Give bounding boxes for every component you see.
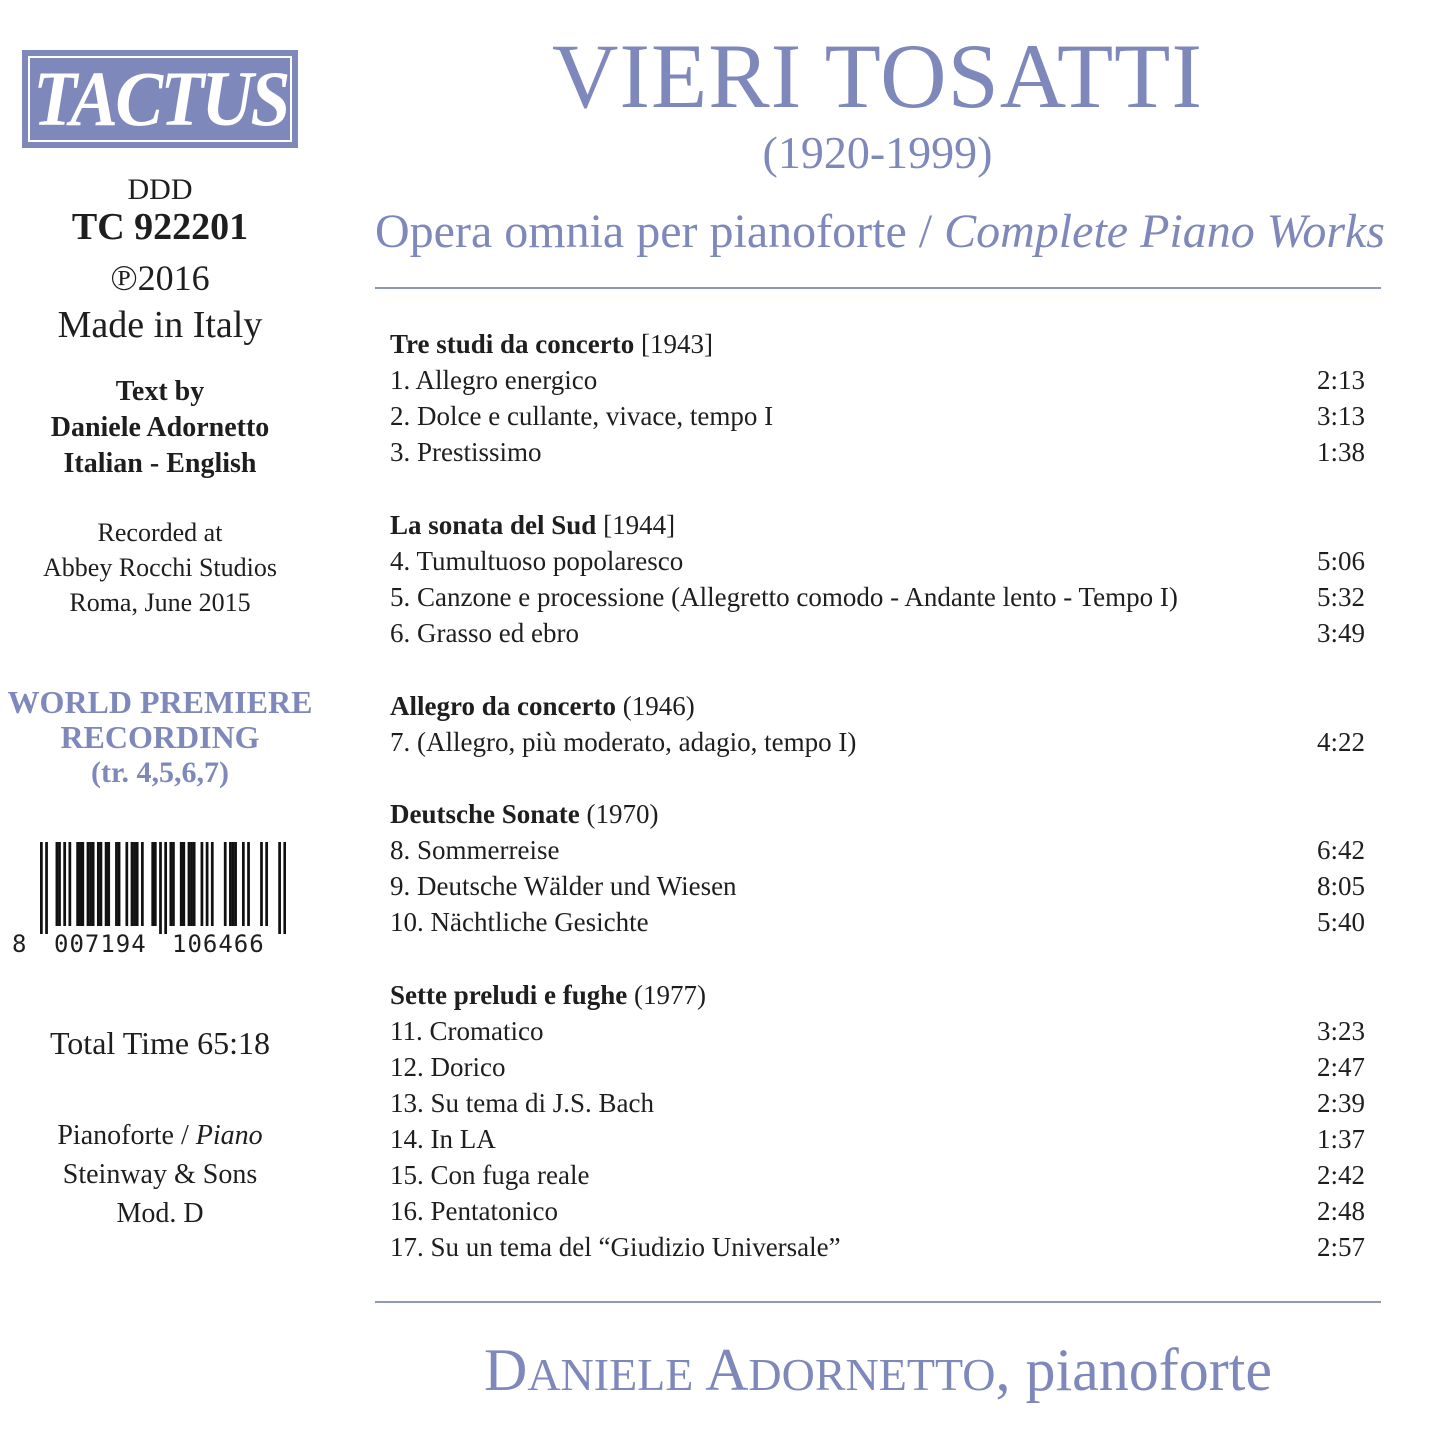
track-duration: 4:22 [1316,727,1365,757]
barcode-bar [283,842,286,934]
barcode-bar [92,842,95,926]
premiere-line-1: WORLD PREMIERE [7,684,313,720]
barcode-bar [242,842,245,926]
format-code: DDD [127,173,193,206]
bottom-divider [375,1301,1381,1303]
barcode-bar [40,842,43,934]
work-year: (1977) [627,980,706,1010]
barcode-bar [105,842,108,926]
performer-first-name [484,1337,693,1403]
barcode-bar [188,842,191,926]
initial: A [705,1337,749,1403]
album-subtitle [375,205,1385,258]
work-title: Allegro da concerto [390,691,616,721]
track-duration: 1:38 [1316,437,1365,467]
track-duration: 2:57 [1316,1232,1365,1262]
text-by-label: Text by [115,376,205,407]
barcode-bar [125,842,128,926]
track-duration: 5:40 [1316,907,1365,937]
text-by-name: Daniele Adornetto [50,412,270,443]
track-title: 3. Prestissimo [390,437,542,467]
barcode-bar [79,842,82,926]
track-title: 1. Allegro energico [390,365,598,395]
barcode-bar [193,842,196,926]
performer-first-rest: ANIELE [527,1349,694,1400]
barcode-bar [45,842,48,934]
barcode-bar [180,842,183,926]
total-time: Total Time 65:18 [49,1025,270,1061]
track-row [390,1085,1365,1121]
track-row [390,362,1365,398]
track-duration: 2:39 [1316,1088,1365,1118]
track-duration: 5:06 [1316,546,1365,576]
piano-model: Mod. D [116,1198,204,1229]
barcode-bar [89,842,92,926]
barcode-bar [56,842,59,926]
recorded-line-3: Roma, June 2015 [69,588,251,617]
track-duration: 6:42 [1316,835,1365,865]
track-row [390,543,1365,579]
track-row [390,868,1365,904]
work-heading [390,507,1365,543]
barcode-bar [133,842,136,926]
track-title: 6. Grasso ed ebro [390,618,579,648]
composer-name: VIERI TOSATTI [551,25,1204,127]
subtitle-separator: / [906,205,945,258]
languages: Italian - English [63,448,257,479]
track-row [390,1049,1365,1085]
barcode-bar [151,842,154,926]
track-row [390,1157,1365,1193]
work-title: Sette preludi e fughe [390,980,628,1010]
barcode-bar [141,842,144,926]
barcode-bar [278,842,281,934]
recorded-line-1: Recorded at [97,518,223,547]
barcode-bar [265,842,268,926]
track-duration: 1:37 [1316,1124,1365,1154]
track-duration: 3:23 [1316,1016,1365,1046]
work-title: La sonata del Sud [390,510,597,540]
track-title: 10. Nächtliche Gesichte [390,907,649,937]
copyright-year: 2016 [137,258,210,298]
barcode-bar [232,842,235,926]
barcode-bar [206,842,209,926]
track-row [390,615,1365,651]
premiere-line-2: RECORDING [60,719,260,755]
track-row [390,1193,1365,1229]
track-duration: 2:42 [1316,1160,1365,1190]
subtitle-english: Complete Piano Works [944,205,1385,258]
track-row [390,398,1365,434]
barcode-bar [97,842,100,926]
track-row [390,579,1365,615]
barcode-bar [76,842,79,926]
track-row [390,1121,1365,1157]
track-duration: 3:49 [1316,618,1365,648]
track-title: 12. Dorico [390,1052,506,1082]
track-duration: 8:05 [1316,871,1365,901]
track-title: 7. (Allegro, più moderato, adagio, tempo I) [390,727,857,757]
track-row [390,832,1365,868]
instrument-separator: / [173,1120,196,1151]
work-title: Deutsche Sonate [390,799,580,829]
barcode-bar [182,842,185,926]
barcode-digit-first: 8 [12,930,27,958]
track-row [390,1229,1365,1265]
barcode-bar [159,842,162,934]
barcode-bar [107,842,110,926]
barcode-bar [87,842,90,926]
track-title: 5. Canzone e processione (Allegretto comodo - Andante lento - Tempo I) [390,582,1178,612]
barcode-bar [172,842,175,926]
work-year: (1946) [615,691,695,721]
barcode-bar [247,842,250,926]
track-title: 11. Cromatico [390,1016,544,1046]
composer-dates: (1920-1999) [762,127,993,178]
track-title: 17. Su un tema del “Giudizio Universale” [390,1232,841,1262]
track-row [390,724,1365,760]
work-heading [390,326,1365,362]
track-title: 4. Tumultuoso popolaresco [390,546,684,576]
logo-text: TACTUS [32,55,288,142]
barcode-bar [136,842,139,926]
barcode-digits-left: 007194 [54,930,147,958]
instrument-it: Pianoforte [57,1120,174,1151]
work-title: Tre studi da concerto [390,329,635,359]
barcode-bar [118,842,121,926]
barcode-bar [234,842,237,926]
track-duration: 3:13 [1316,401,1365,431]
work-year: [1944] [596,510,676,540]
performer-role: , pianoforte [995,1337,1273,1403]
barcode-bar [131,842,134,926]
instrument-en: Piano [195,1120,263,1151]
track-title: 2. Dolce e cullante, vivace, tempo I [390,401,774,431]
work-year: (1970) [579,799,659,829]
instrument [0,1118,320,1154]
recorded-line-2: Abbey Rocchi Studios [43,553,277,582]
track-duration: 2:48 [1316,1196,1365,1226]
phonogram-icon: ℗ [110,258,138,298]
track-title: 8. Sommerreise [390,835,560,865]
barcode-bar [169,842,172,926]
barcode-bar [81,842,84,926]
catalog-number: TC 922201 [71,206,249,248]
performer-last-rest: DORNETTO [748,1349,996,1400]
performer-last-name [705,1337,995,1403]
initial: D [483,1337,528,1403]
barcode-bar [63,842,66,926]
barcode-digits-right: 106466 [172,930,265,958]
made-in: Made in Italy [57,304,263,346]
barcode-bar [201,842,204,926]
subtitle-italian: Opera omnia per pianoforte [375,205,907,258]
piano-maker: Steinway & Sons [62,1159,258,1190]
barcode-bar [211,842,214,926]
work-heading [390,977,1365,1013]
performer-credit [375,1337,1381,1403]
track-row [390,434,1365,470]
track-title: 16. Pentatonico [390,1196,558,1226]
work-year: [1943] [634,329,713,359]
barcode-bar [190,842,193,926]
barcode-bar [58,842,61,926]
track-duration: 2:47 [1316,1052,1365,1082]
track-duration: 2:13 [1316,365,1365,395]
barcode [40,842,286,934]
track-title: 13. Su tema di J.S. Bach [390,1088,654,1118]
work-heading [390,796,1365,832]
barcode-bar [229,842,232,926]
top-divider [375,287,1381,289]
barcode-bar [260,842,263,926]
barcode-bar [100,842,103,926]
barcode-bar [68,842,71,926]
barcode-bar [224,842,227,926]
work-heading [390,688,1365,724]
track-duration: 5:32 [1316,582,1365,612]
barcode-bar [115,842,118,926]
barcode-bar [154,842,157,926]
track-title: 9. Deutsche Wälder und Wiesen [390,871,737,901]
tactus-logo [22,50,298,148]
copyright-line [0,258,320,298]
premiere-tracks: (tr. 4,5,6,7) [90,756,230,789]
barcode-bar [164,842,167,934]
track-title: 14. In LA [390,1124,496,1154]
track-row [390,904,1365,940]
track-title: 15. Con fuga reale [390,1160,590,1190]
track-row [390,1013,1365,1049]
